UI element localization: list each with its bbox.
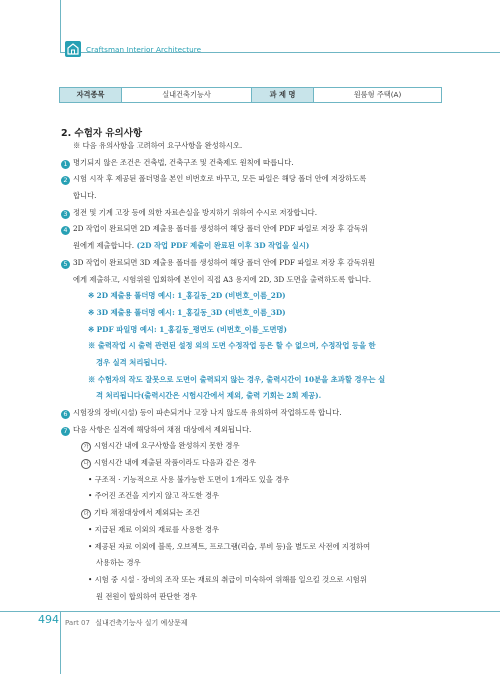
instruction-line	[61, 589, 446, 606]
numbered-bullet-icon: 5	[61, 260, 70, 269]
instruction-line	[61, 238, 446, 255]
instruction-line	[61, 155, 446, 172]
circled-letter-icon: 나	[81, 459, 91, 469]
section-title: 2. 수험자 유의사항	[61, 128, 143, 139]
table-label-subject: 자격종목	[60, 88, 122, 103]
line-text: 시험시간 내에 요구사항을 완성하지 못한 경우	[94, 441, 240, 451]
line-text: 2D 작업이 완료되면 2D 제출용 폴더를 생성하여 해당 폴더 안에 PDF 파일로 저장 후 감독위	[73, 224, 368, 234]
header-rule-vertical	[60, 0, 61, 52]
instruction-line	[61, 488, 446, 505]
instruction-line	[61, 372, 446, 389]
instruction-line	[61, 539, 446, 556]
highlight-note: 경우 실격 처리됩니다.	[96, 357, 168, 367]
line-text: 기타 채점대상에서 제외되는 조건	[94, 508, 200, 518]
instruction-line	[61, 388, 446, 405]
instruction-line	[61, 205, 446, 222]
line-text: • 구조적 · 기능적으로 사용 불가능한 도면이 1개라도 있을 경우	[88, 474, 290, 484]
instruction-line	[61, 221, 446, 238]
exam-info-table	[59, 87, 442, 103]
footer-rule	[0, 611, 500, 612]
circled-letter-icon: 가	[81, 442, 91, 452]
table-label-task: 과 제 명	[252, 88, 314, 103]
line-text: • 시험 중 시설 · 장비의 조작 또는 재료의 취급이 미숙하여 위해를 일으킬 것으로 시험위	[88, 574, 367, 584]
numbered-bullet-icon: 3	[61, 210, 70, 219]
instruction-line	[61, 288, 446, 305]
numbered-bullet-icon: 2	[61, 176, 70, 185]
numbered-bullet-icon: 6	[61, 410, 70, 419]
line-text: 다음 사항은 실격에 해당하여 채점 대상에서 제외됩니다.	[73, 424, 252, 434]
instruction-line	[61, 355, 446, 372]
instruction-line	[61, 422, 446, 439]
table-value-task: 원룸형 주택(A)	[314, 88, 442, 103]
line-text: ※ 다음 유의사항을 고려하여 요구사항을 완성하시오.	[73, 141, 243, 150]
footer-caption	[65, 618, 188, 628]
instruction-line	[61, 171, 446, 188]
line-text: 합니다.	[73, 191, 97, 201]
line-text: 시험 시작 후 제공된 폴더명을 본인 비번호로 바꾸고, 모든 파일은 해당 폴더 안에 저장하도록	[73, 174, 367, 184]
table-value-subject: 실내건축기능사	[122, 88, 252, 103]
line-text: • 지급된 재료 이외의 재료를 사용한 경우	[88, 524, 220, 534]
highlight-note: ※ 출력작업 시 출력 관련된 설정 외의 도면 수정작업 등은 할 수 없으며, 수정작업 등을 한	[88, 341, 376, 351]
highlight-note: ※ 3D 제출용 폴더명 예시: 1_홍길동_3D (비번호_이름_3D)	[88, 307, 286, 317]
highlight-text: (2D 작업 PDF 제출이 완료된 이후 3D 작업을 실시)	[134, 241, 310, 251]
numbered-bullet-icon: 7	[61, 427, 70, 436]
instructions-body	[61, 138, 446, 605]
brand-title: Craftsman Interior Architecture	[86, 45, 202, 54]
footer-part: Part 07	[65, 619, 90, 627]
instruction-line	[61, 455, 446, 472]
numbered-bullet-icon: 4	[61, 226, 70, 235]
line-text: 명기되지 않은 조건은 건축법, 건축구조 및 건축제도 원칙에 따릅니다.	[73, 157, 294, 167]
instruction-line	[61, 522, 446, 539]
instruction-line	[61, 572, 446, 589]
highlight-note: ※ PDF 파일명 예시: 1_홍길동_평면도 (비번호_이름_도면명)	[88, 324, 288, 334]
instruction-line	[61, 505, 446, 522]
line-text: • 주어진 조건을 지키지 않고 작도한 경우	[88, 491, 220, 501]
instruction-line	[61, 272, 446, 289]
instruction-line	[61, 188, 446, 205]
line-text: 에게 제출하고, 시험위원 입회하에 본인이 직접 A3 용지에 2D, 3D 도면을 출력하도록 합니다.	[73, 274, 372, 284]
highlight-note: ※ 2D 제출용 폴더명 예시: 1_홍길동_2D (비번호_이름_2D)	[88, 291, 286, 301]
line-text: • 제공된 자료 이외에 블록, 오브젝트, 프로그램(리습, 루비 등)을 별도로 사전에 지정하여	[88, 541, 371, 551]
page-number: 494	[38, 613, 59, 626]
instruction-line	[61, 255, 446, 272]
instruction-line	[61, 555, 446, 572]
line-text: 시험시간 내에 제출된 작품이라도 다음과 같은 경우	[94, 458, 256, 468]
line-text: 정전 및 기계 고장 등에 의한 자료손실을 방지하기 위하여 수시로 저장합니다.	[73, 207, 318, 217]
line-text: 사용하는 경우	[96, 558, 141, 568]
highlight-note: 격 처리됩니다(출력시간은 시험시간에서 제외, 출력 기회는 2회 제공).	[96, 391, 322, 401]
line-text: 시험장의 장비(시설) 등이 파손되거나 고장 나지 않도록 유의하여 작업하도록 합니다.	[73, 408, 342, 417]
line-text: 원 전원이 합의하여 판단한 경우	[96, 591, 197, 601]
highlight-note: ※ 수험자의 작도 잘못으로 도면이 출력되지 않는 경우, 출력시간이 10분을 초과할 경우는 실	[88, 374, 386, 384]
instruction-line	[61, 305, 446, 322]
line-text: 원에게 제출합니다.	[73, 241, 135, 251]
instruction-line	[61, 338, 446, 355]
instruction-line	[61, 138, 446, 155]
instruction-line	[61, 322, 446, 339]
instruction-line	[61, 472, 446, 489]
instruction-line	[61, 438, 446, 455]
house-logo-icon	[65, 41, 81, 57]
footer-title: 실내건축기능사 실기 예상문제	[95, 619, 188, 627]
line-text: 3D 작업이 완료되면 3D 제출용 폴더를 생성하여 해당 폴더 안에 PDF 파일로 저장 후 감독위원	[73, 257, 375, 267]
numbered-bullet-icon: 1	[61, 160, 70, 169]
circled-letter-icon: 다	[81, 509, 91, 519]
instruction-line	[61, 405, 446, 422]
footer-rule-vertical	[60, 611, 61, 674]
